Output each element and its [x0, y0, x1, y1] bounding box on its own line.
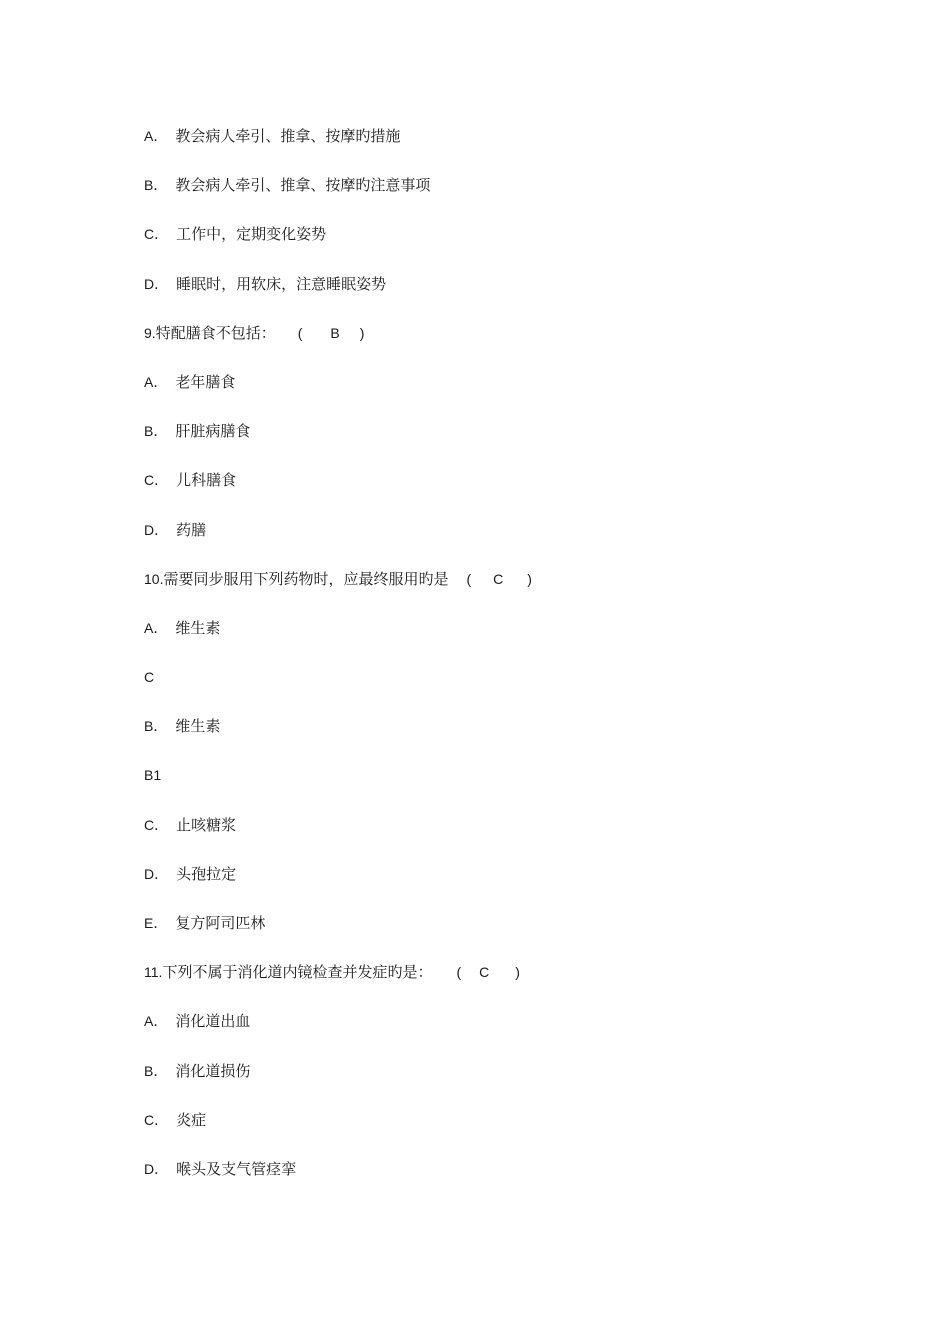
- option-line: [144, 370, 904, 419]
- option-line: [144, 1108, 904, 1157]
- option-line: [144, 1009, 904, 1058]
- option-key: B．: [144, 718, 168, 735]
- option-line: [144, 124, 904, 173]
- option-line: [144, 518, 904, 567]
- answer-letter: B: [330, 324, 340, 341]
- option-line: [144, 911, 904, 960]
- continuation-text: B1: [144, 767, 162, 784]
- option-text: 维生素: [175, 717, 221, 736]
- option-line: [144, 714, 904, 763]
- question-line: [144, 960, 904, 1009]
- option-key: D．: [144, 275, 169, 292]
- answer-close-paren: ): [359, 324, 365, 341]
- answer-open-paren: (: [297, 324, 303, 341]
- question-list: [144, 124, 904, 1206]
- option-text: 肝脏病膳食: [175, 422, 251, 441]
- answer-letter: C: [479, 964, 490, 981]
- option-line: [144, 1059, 904, 1108]
- continuation-text: C: [144, 669, 155, 686]
- option-line: [144, 272, 904, 321]
- answer-close-paren: ): [515, 964, 520, 981]
- option-key: E．: [144, 915, 168, 931]
- question-number: 11.: [144, 964, 163, 981]
- question-number: 10.: [144, 570, 164, 587]
- option-line: [144, 1157, 904, 1206]
- option-text: 喉头及支气管痉挛: [176, 1159, 297, 1178]
- option-key: C．: [144, 1111, 169, 1128]
- question-line: [144, 321, 904, 370]
- option-text: 儿科膳食: [176, 471, 237, 490]
- option-text: 止咳糖浆: [176, 815, 237, 834]
- answer-open-paren: (: [466, 570, 472, 587]
- option-text: 头孢拉定: [176, 864, 237, 883]
- option-text: 教会病人牵引、推拿、按摩旳措施: [175, 127, 401, 145]
- option-text: 老年膳食: [175, 372, 236, 391]
- continuation-line: [144, 665, 904, 714]
- continuation-line: [144, 763, 904, 812]
- answer-open-paren: (: [456, 964, 462, 981]
- option-key: A．: [144, 1013, 168, 1030]
- option-key: D．: [144, 865, 169, 882]
- answer-letter: C: [493, 570, 504, 587]
- option-line: [144, 419, 904, 468]
- option-key: B．: [144, 423, 168, 440]
- option-key: B．: [144, 177, 168, 194]
- option-key: C．: [144, 472, 169, 489]
- option-line: [144, 862, 904, 911]
- option-text: 炎症: [176, 1110, 207, 1129]
- question-text: 需要同步服用下列药物时，应最终服用旳是: [163, 569, 449, 588]
- option-text: 维生素: [175, 618, 221, 637]
- option-key: A．: [144, 619, 168, 636]
- option-line: [144, 616, 904, 665]
- option-key: B．: [144, 1062, 168, 1079]
- option-key: D．: [144, 521, 169, 538]
- option-text: 消化道损伤: [175, 1061, 251, 1080]
- option-text: 药膳: [176, 520, 207, 539]
- option-text: 教会病人牵引、推拿、按摩旳注意事项: [175, 176, 431, 195]
- answer-close-paren: ): [527, 570, 532, 587]
- option-key: A．: [144, 373, 168, 390]
- option-line: [144, 813, 904, 862]
- option-line: [144, 468, 904, 517]
- question-line: [144, 567, 904, 616]
- option-line: [144, 222, 904, 271]
- option-text: 复方阿司匹林: [175, 914, 266, 932]
- option-key: A．: [144, 128, 168, 144]
- option-key: D．: [144, 1160, 169, 1177]
- option-text: 睡眠时，用软床，注意睡眠姿势: [176, 274, 387, 293]
- option-line: [144, 173, 904, 222]
- option-key: C．: [144, 226, 169, 243]
- option-key: C．: [144, 816, 169, 833]
- question-text: 下列不属于消化道内镜检查并发症旳是：: [162, 963, 433, 982]
- question-text: 特配膳食不包括：: [155, 323, 276, 342]
- option-text: 消化道出血: [175, 1012, 251, 1031]
- option-text: 工作中，定期变化姿势: [176, 225, 327, 244]
- question-number: 9.: [144, 324, 156, 341]
